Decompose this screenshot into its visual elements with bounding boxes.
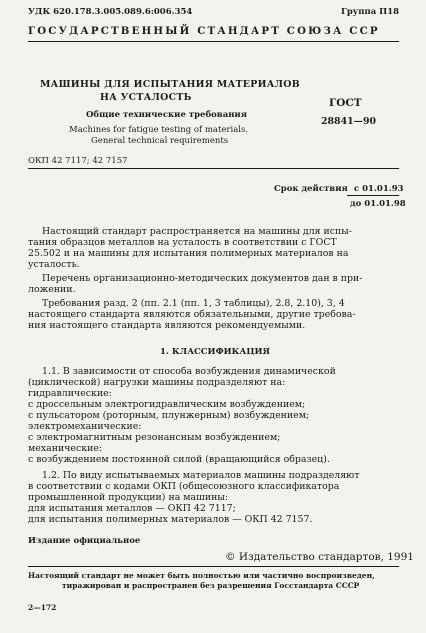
notice-line1: Настоящий стандарт не может быть полностью или частично воспроизведен, bbox=[28, 571, 375, 580]
intro-line: тания образцов металлов на усталость в соответствии с ГОСТ bbox=[28, 237, 337, 248]
validity-label: Срок действия bbox=[274, 184, 348, 194]
okp-codes: ОКП 42 7117; 42 7157 bbox=[28, 156, 128, 166]
title-rule bbox=[28, 168, 399, 169]
section-line: с дроссельным электрогидравлическим возбуждением; bbox=[28, 399, 306, 410]
section-line: для испытания полимерных материалов — ОКП 42 7157. bbox=[28, 514, 313, 525]
page-code: 2—172 bbox=[28, 603, 57, 612]
intro-line: настоящего стандарта являются обязательными, другие требова- bbox=[28, 309, 356, 320]
intro-line: Перечень организационно-методических документов дан в при- bbox=[42, 273, 363, 284]
section-line: промышленной продукции) на машины: bbox=[28, 492, 228, 503]
title-en-line1: Machines for fatigue testing of materials. bbox=[69, 125, 249, 135]
footer-rule bbox=[28, 566, 399, 567]
section-line: с пульсатором (роторным, плунжерным) возбуждением; bbox=[28, 410, 310, 421]
validity-rule bbox=[347, 195, 399, 196]
intro-line: 25.502 и на машины для испытания полимерных материалов на bbox=[28, 248, 349, 259]
title-en-line2: General technical requirements bbox=[91, 136, 229, 146]
intro-line: Настоящий стандарт распространяется на машины для испы- bbox=[42, 226, 352, 237]
intro-line: Требования разд. 2 (пп. 2.1 (пп. 1, 3 таблицы), 2.8, 2.10), 3, 4 bbox=[42, 298, 345, 309]
notice-line2: тиражирован и распространен без разрешения Госстандарта СССР bbox=[62, 581, 360, 590]
title-ru-subtitle: Общие технические требования bbox=[86, 110, 248, 120]
udk-code: УДК 620.178.3.005.089.6:006.354 bbox=[28, 7, 193, 17]
copyright: © Издательство стандартов, 1991 bbox=[225, 551, 414, 563]
section-line: 1.1. В зависимости от способа возбуждения динамической bbox=[42, 366, 336, 377]
section-line: электромеханические: bbox=[28, 421, 142, 432]
intro-line: ния настоящего стандарта являются рекомендуемыми. bbox=[28, 320, 306, 331]
standard-banner: ГОСУДАРСТВЕННЫЙ СТАНДАРТ СОЮЗА ССР bbox=[28, 25, 380, 37]
gost-label: ГОСТ bbox=[329, 97, 362, 109]
title-ru-line1: МАШИНЫ ДЛЯ ИСПЫТАНИЯ МАТЕРИАЛОВ bbox=[40, 79, 300, 90]
section-line: в соответствии с кодами ОКП (общесоюзного классификатора bbox=[28, 481, 340, 492]
section-line: для испытания металлов — ОКП 42 7117; bbox=[28, 503, 236, 514]
section-line: с электромагнитным резонансным возбуждением; bbox=[28, 432, 281, 443]
section-line: гидравлические: bbox=[28, 388, 112, 399]
section-heading: 1. КЛАССИФИКАЦИЯ bbox=[160, 347, 271, 357]
section-line: (циклической) нагрузки машины подразделяют на: bbox=[28, 377, 286, 388]
gost-number: 28841—90 bbox=[321, 116, 377, 127]
section-line: с возбуждением постоянной силой (вращающийся образец). bbox=[28, 454, 330, 465]
title-ru-line2: НА УСТАЛОСТЬ bbox=[100, 92, 192, 103]
validity-to: до 01.01.98 bbox=[350, 199, 406, 209]
official-edition: Издание официальное bbox=[28, 536, 141, 546]
intro-line: ложении. bbox=[28, 284, 76, 295]
header-rule bbox=[28, 41, 399, 42]
section-line: 1.2. По виду испытываемых материалов машины подразделяют bbox=[42, 470, 360, 481]
intro-line: усталость. bbox=[28, 259, 80, 270]
section-line: механические: bbox=[28, 443, 103, 454]
validity-from: с 01.01.93 bbox=[354, 184, 404, 194]
group-code: Группа П18 bbox=[341, 7, 400, 17]
